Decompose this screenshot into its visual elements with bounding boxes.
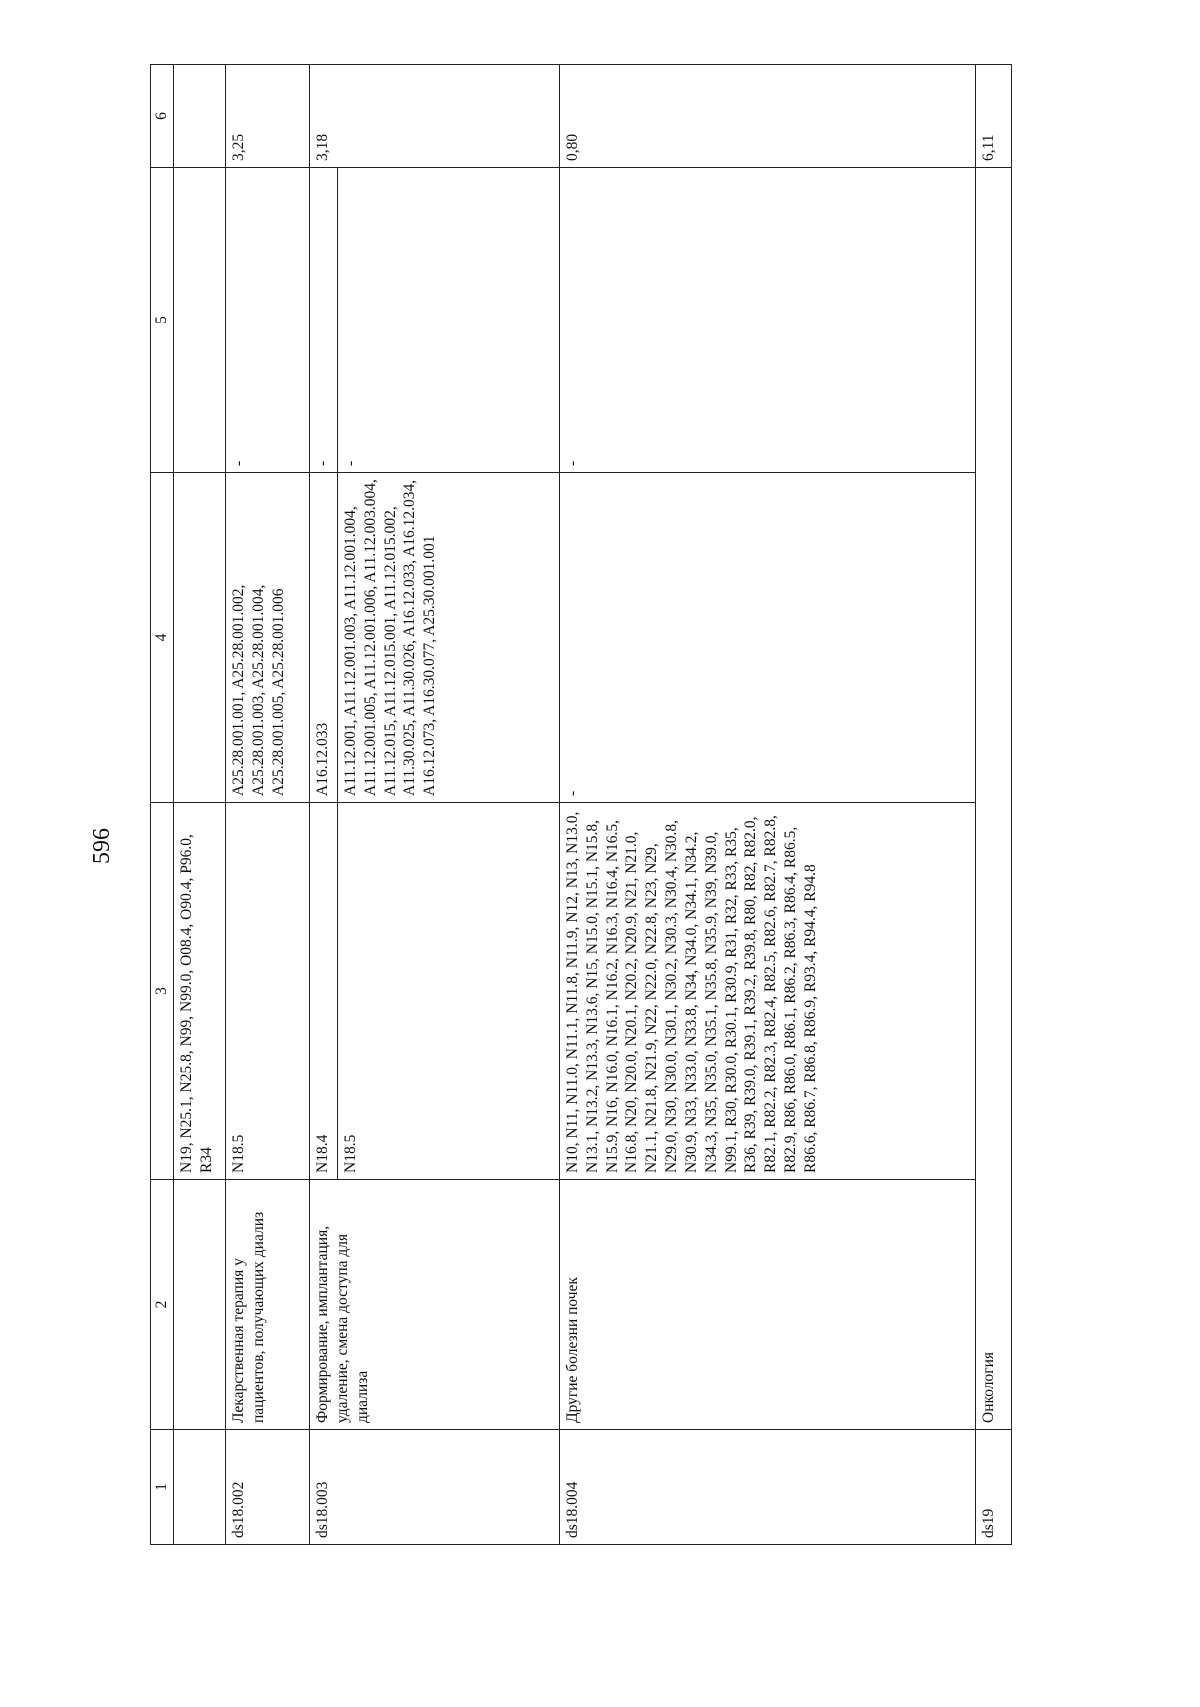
name-cell: Формирование, имплантация, удаление, смена доступа для диализа [310,1180,560,1430]
header-cell-6: 6 [151,65,174,168]
table-row-ds18-002 [226,65,310,1545]
icd-codes-cell: N10, N11, N11.0, N11.1, N11.8, N11.9, N12, N13, N13.0, N13.1, N13.2, N13.3, N13.6, N15, N15.0, N15.1, N15.8, N15.9, N16, N16.0, N16.1, N16.2, N16.3, N16.4, N16.5, N16.8, N20, N20.0, N20.1, N20.2, N20.9, N21, N21.0, N21.1, N21.8, N21.9, N22, N22.0, N22.8, N23, N29, N29.0, N30, N30.0, N30.1, N30.2, N30.3, N30.4, N30.8, N30.9, N33, N33.0, N33.8, N34, N34.0, N34.1, N34.2, N34.3, N35, N35.0, N35.1, N35.8, N35.9, N39, N39.0, N99.1, R30, R30.0, R30.1, R30.9, R31, R32, R33, R35, R36, R39, R39.0, R39.1, R39.2, R39.8, R80, R82, R82.0, R82.1, R82.2, R82.3, R82.4, R82.5, R82.6, R82.7, R82.8, R82.9, R86, R86.0, R86.1, R86.2, R86.3, R86.4, R86.5, R86.6, R86.7, R86.8, R86.9, R93.4, R94.4, R94.8 [560,803,976,1180]
header-row [151,65,174,1545]
table-row-ds18-004 [560,65,976,1545]
age-cell: - [310,168,338,473]
table-row-ds18-003 [310,65,338,1545]
page-number: 596 [89,828,115,864]
icd-codes-cell: N18.4 [310,803,338,1180]
header-cell-1: 1 [151,1430,174,1545]
coefficient-cell [174,65,226,168]
services-cell [174,473,226,803]
coefficient-cell: 3,25 [226,65,310,168]
table-row-continuation [174,65,226,1545]
coefficient-cell: 6,11 [976,65,1012,168]
coefficient-cell: 3,18 [310,65,560,168]
name-cell [174,1180,226,1430]
tariff-table [150,64,1012,1545]
code-cell: ds18.003 [310,1430,560,1545]
code-cell: ds19 [976,1430,1012,1545]
services-cell: A11.12.001, A11.12.001.003, A11.12.001.004, A11.12.001.005, A11.12.001.006, A11.12.003.004, A11.12.015, A11.12.015.001, A11.12.015.002, A11.30.025, A11.30.026, A16.12.033, A16.12.034, A16.12.073, A16.30.077, A25.30.001.001 [338,473,560,803]
services-cell: A16.12.033 [310,473,338,803]
age-cell [174,168,226,473]
header-cell-3: 3 [151,803,174,1180]
age-cell: - [226,168,310,473]
age-cell: - [338,168,560,473]
services-cell: A25.28.001.001, A25.28.001.002, A25.28.001.003, A25.28.001.004, A25.28.001.005, A25.28.001.006 [226,473,310,803]
name-cell: Лекарственная терапия у пациентов, получающих диализ [226,1180,310,1430]
rotated-table-container [150,65,1060,1545]
coefficient-cell: 0,80 [560,65,976,168]
name-cell: Онкология [976,168,1012,1430]
table-row-ds19 [976,65,1012,1545]
code-cell: ds18.004 [560,1430,976,1545]
code-cell [174,1430,226,1545]
header-cell-2: 2 [151,1180,174,1430]
age-cell: - [560,168,976,473]
icd-codes-cell: N18.5 [338,803,560,1180]
name-cell: Другие болезни почек [560,1180,976,1430]
header-cell-5: 5 [151,168,174,473]
icd-codes-cell: N19, N25.1, N25.8, N99, N99.0, O08.4, O90.4, P96.0, R34 [174,803,226,1180]
code-cell: ds18.002 [226,1430,310,1545]
icd-codes-cell: N18.5 [226,803,310,1180]
services-cell: - [560,473,976,803]
header-cell-4: 4 [151,473,174,803]
